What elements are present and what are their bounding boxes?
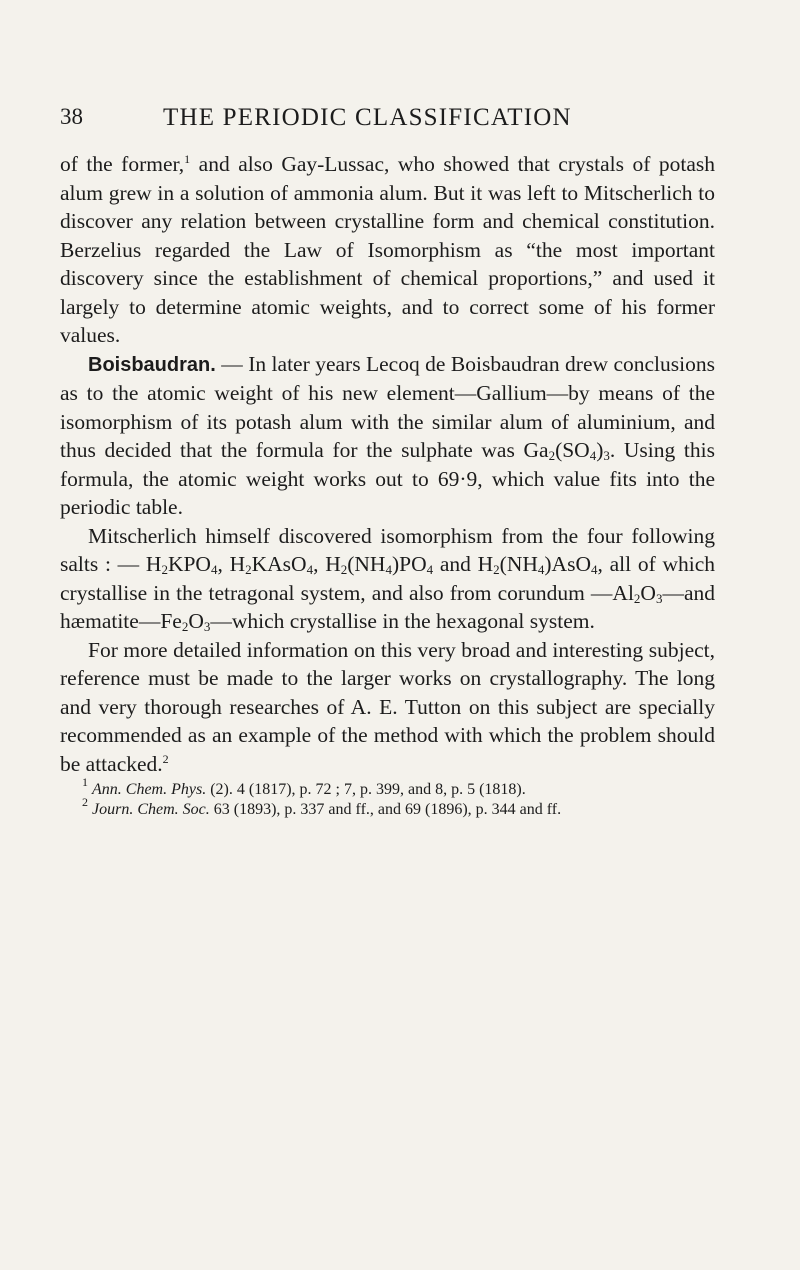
formula-gallium-sulphate: $Ga_2(SO_4)_3$ <box>523 438 610 463</box>
formula-salt-3: $H_2(NH_4)PO_4$ <box>325 552 434 577</box>
paragraph-further-reading: For more detailed information on this very broad and interesting subject, reference must be made to the larger works on crystallography. The long and very thorough researches of A. E. Tutton on this subject are specially recommended as an example of the method with which the problem should be attacked.$^2$ <box>60 637 715 776</box>
formula-salt-1: $H_2KPO_4$ <box>145 552 218 577</box>
footnote-1: $^1$ Ann. Chem. Phys. (2). 4 (1817), p. 72 ; 7, p. 399, and 8, p. 5 (1818). <box>82 775 526 798</box>
formula-corundum: $Al_2O_3$ <box>612 580 663 606</box>
footnote-ref-2: 2 <box>162 751 169 766</box>
formula-salt-4: $H_2(NH_4)AsO_4$ <box>477 552 598 577</box>
formula-salt-2: $H_2KAsO_4$ <box>229 552 314 577</box>
paragraph-mitscherlich-salts: Mitscherlich himself discovered isomorphism from the four following salts : — $H_2KPO_4$, $H_2KAsO_4$, $H_2(NH_4)PO_4$ and $H_2(NH_4)AsO_4$, all of which crystallise in the tetragonal system, and also from corundum $—Al_2O_3—and$ $hæmatite—Fe_2O_3—which$ crystallise in the hexagonal system. <box>60 523 716 634</box>
paragraph-isomorphism-history: of the former,$^1$ and also Gay-Lussac, who showed that crystals of potash alum grew in a solution of ammonia alum. But it was left to Mitscherlich to discover any relation between crystalline form and chemical constitution. Berzelius regarded the Law of Isomorphism as “the most important discovery since the establishment of chemical proportions,” and used it largely to determine atomic weights, and to correct some of his former values. <box>60 152 715 347</box>
footnotes <box>60 775 715 820</box>
body-text <box>60 150 715 820</box>
section-heading-boisbaudran: Boisbaudran. <box>88 353 216 376</box>
formula-haematite: $Fe_2O_3$ <box>160 609 211 634</box>
footnote-ref-1: 1 <box>184 152 191 166</box>
page-header <box>60 104 720 136</box>
running-title: THE PERIODIC CLASSIFICATION <box>163 104 572 131</box>
footnote-2: $^2$ Journ. Chem. Soc. 63 (1893), p. 337 and ff., and 69 (1896), p. 344 and ff. <box>82 795 562 818</box>
paragraph-boisbaudran: Boisbaudran. — In later years Lecoq de Boisbaudran drew conclusions as to the atomic weight of his new element—Gallium—by means of the isomorphism of its potash alum with the similar alum of aluminium, and thus decided that the formula for the sulphate was $Ga_2(SO_4)_3$. Using this formula, the atomic weight works out to 69·9, which value fits into the periodic table. <box>60 351 715 519</box>
page-number: 38 <box>60 104 83 129</box>
